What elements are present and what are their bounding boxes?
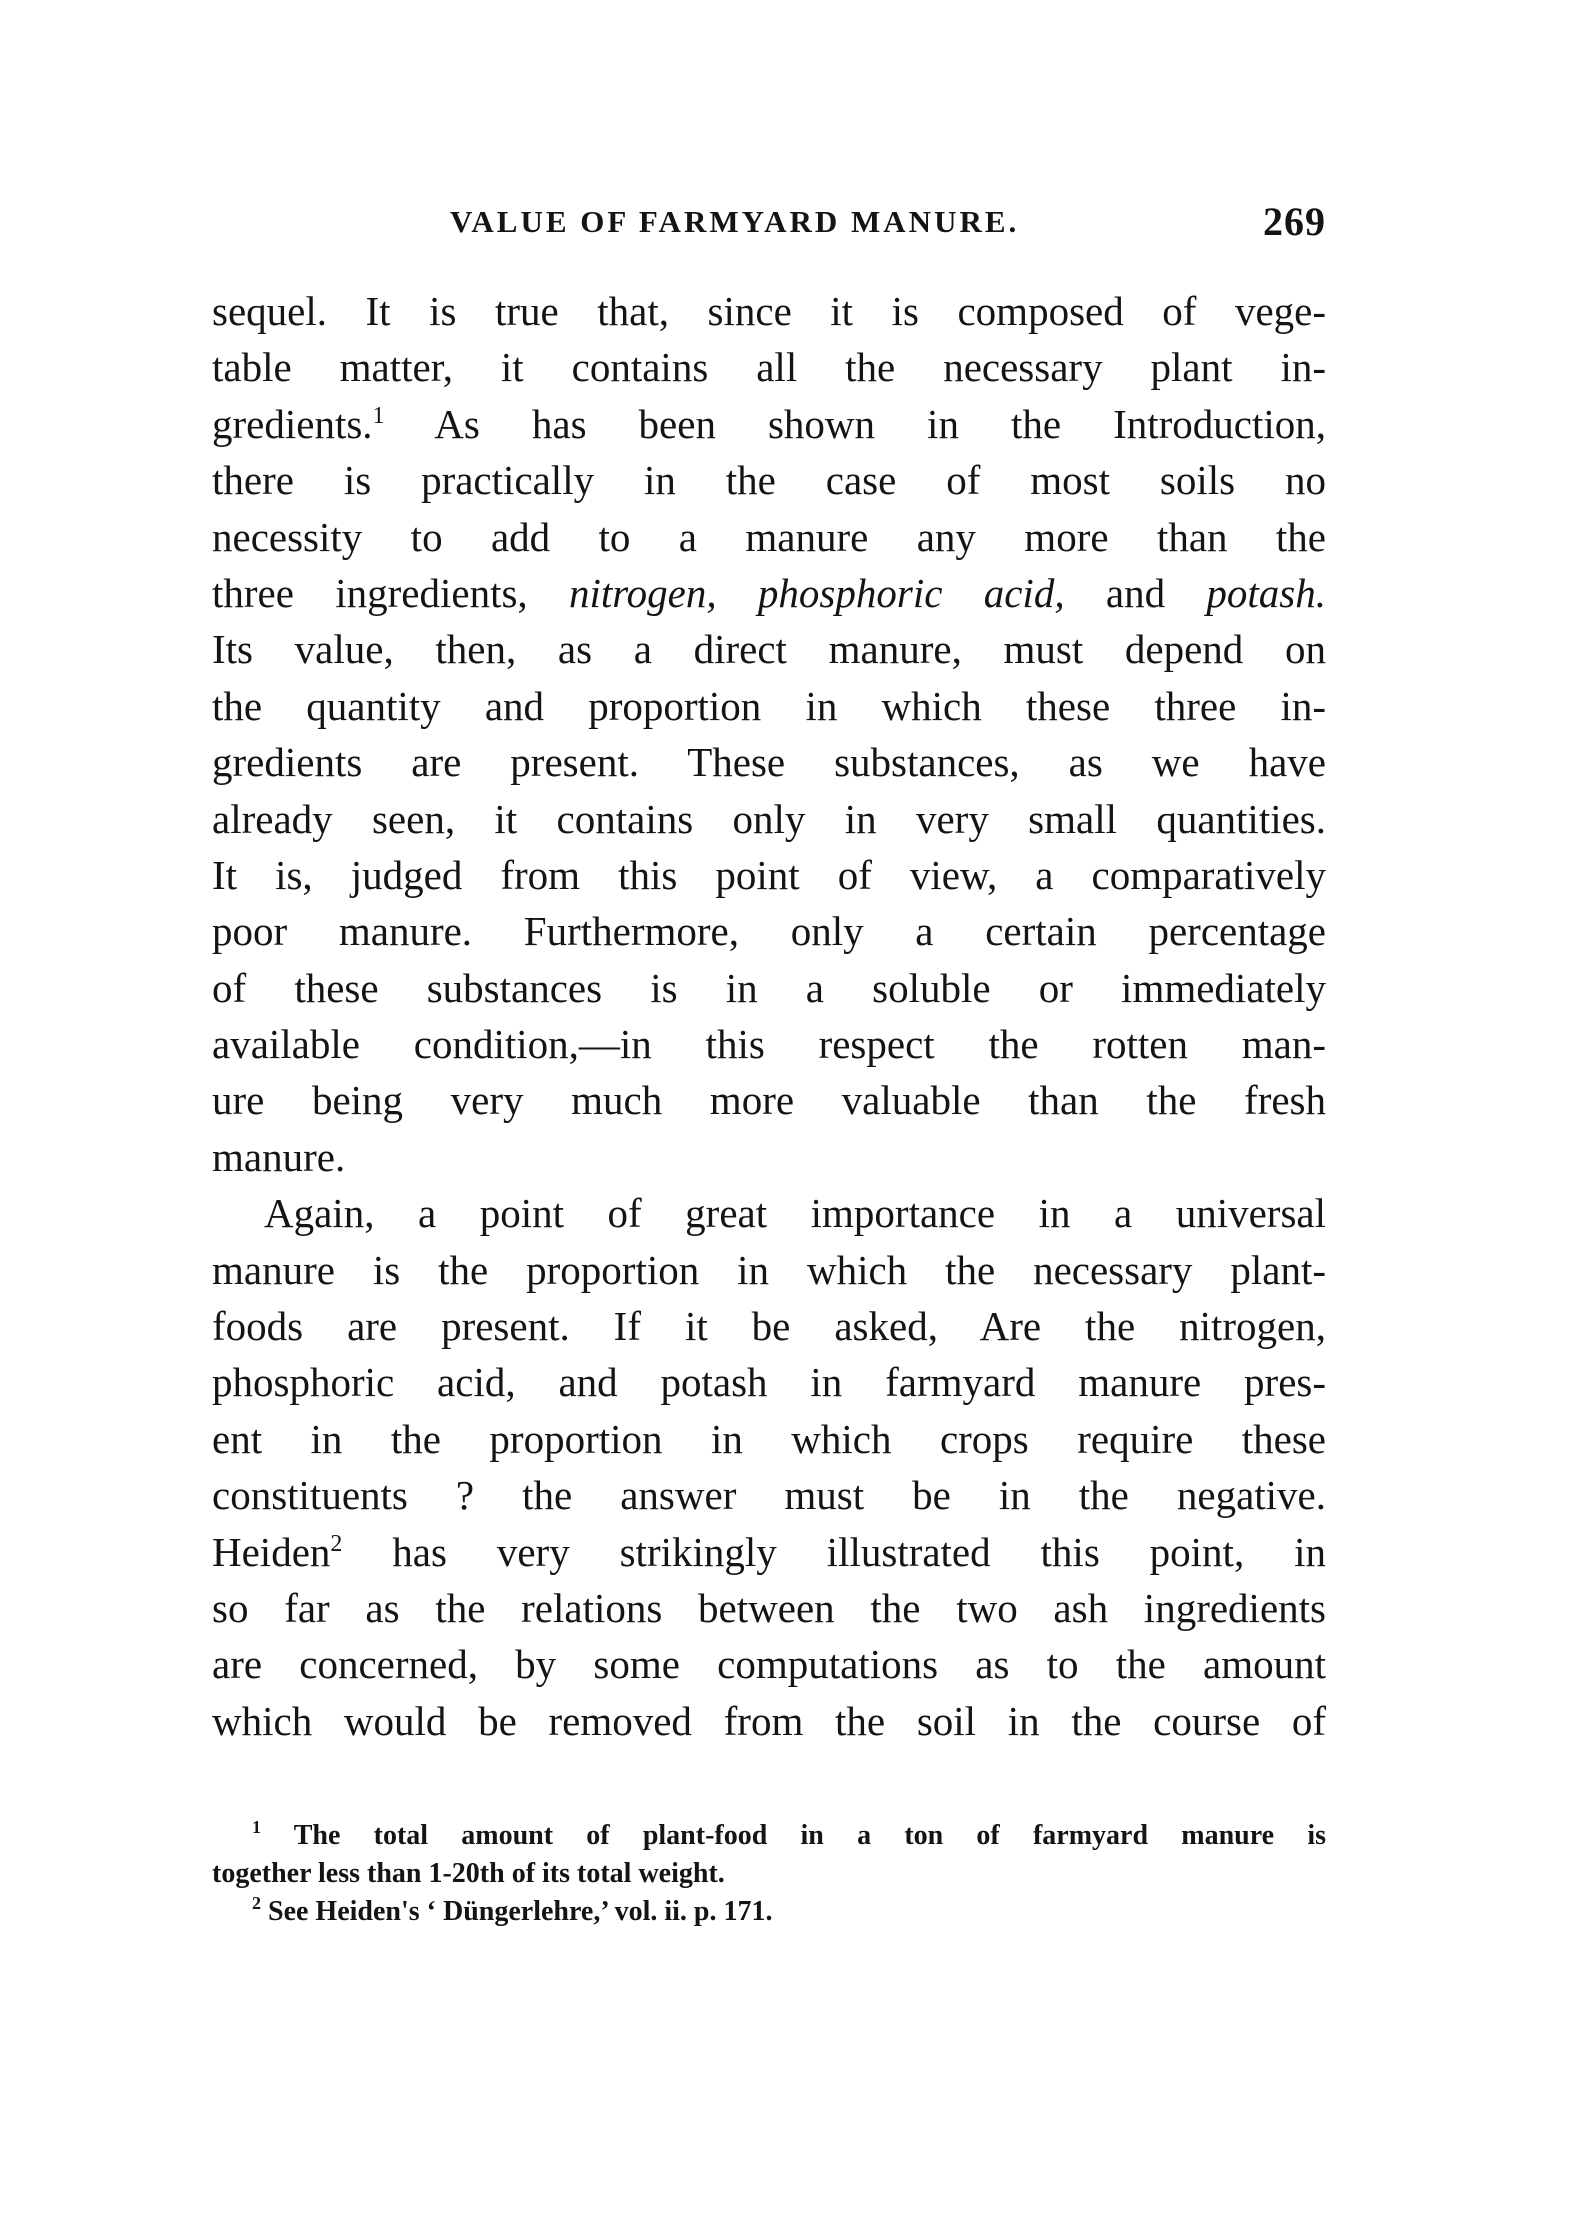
text-fragment: gredients. <box>212 400 373 447</box>
body-text <box>212 283 1326 1749</box>
text-fragment: has very strikingly illustrated this point, in <box>342 1528 1326 1575</box>
text-fragment: As has been shown in the Introduction, <box>384 400 1326 447</box>
footnote-text: See Heiden's ‘ Düngerlehre,’ vol. ii. p. 171. <box>261 1896 773 1927</box>
text-line: sequel. It is true that, since it is composed of vege- <box>212 288 1326 334</box>
text-line: poor manure. Furthermore, only a certain percentage <box>212 908 1326 955</box>
text-line: of these substances is in a soluble or immediately <box>212 964 1326 1011</box>
text-line: constituents ? the answer must be in the negative. <box>212 1472 1326 1519</box>
text-line: necessity to add to a manure any more than the <box>212 513 1326 560</box>
page-header <box>212 198 1326 258</box>
text-line: ure being very much more valuable than the fresh <box>212 1077 1326 1124</box>
footnote-reference: 1 <box>372 402 385 429</box>
text-line: It is, judged from this point of view, a comparatively <box>212 851 1326 898</box>
text-line: which would be removed from the soil in the course of <box>212 1697 1326 1744</box>
footnote-2 <box>212 1893 1326 1931</box>
italic-term: nitrogen, phosphoric acid, <box>568 569 1065 616</box>
text-line: gredients are present. These substances, as we have <box>212 739 1326 786</box>
text-line: so far as the relations between the two ash ingredients <box>212 1584 1326 1631</box>
text-line <box>212 565 1326 621</box>
footnote-1-continued: together less than 1-20th of its total weight. <box>212 1858 725 1889</box>
text-line: manure. <box>212 1133 346 1180</box>
text-line: the quantity and proportion in which these three in- <box>212 682 1326 729</box>
footnotes <box>212 1817 1326 1931</box>
text-line: ent in the proportion in which crops require these <box>212 1415 1326 1462</box>
text-line: available condition,—in this respect the rotten man- <box>212 1021 1326 1068</box>
text-line: phosphoric acid, and potash in farmyard manure pres- <box>212 1359 1326 1406</box>
italic-term: potash. <box>1206 569 1326 616</box>
text-line: already seen, it contains only in very small quantities. <box>212 795 1326 842</box>
running-title: VALUE OF FARMYARD MANURE. <box>450 204 1020 239</box>
text-line: foods are present. If it be asked, Are the nitrogen, <box>212 1303 1326 1350</box>
text-line: there is practically in the case of most soils no <box>212 457 1326 504</box>
footnote-text: The total amount of plant-food in a ton of farmyard manure is <box>261 1820 1326 1851</box>
text-line <box>212 1524 1326 1580</box>
footnote-reference: 2 <box>330 1530 343 1557</box>
text-line: manure is the proportion in which the necessary plant- <box>212 1246 1326 1293</box>
footnote-marker: 2 <box>252 1893 261 1913</box>
text-line: Its value, then, as a direct manure, must depend on <box>212 626 1326 673</box>
footnote-marker: 1 <box>252 1817 261 1837</box>
text-line: table matter, it contains all the necessary plant in- <box>212 344 1326 391</box>
footnote-1 <box>212 1817 1326 1855</box>
text-line: are concerned, by some computations as to the amount <box>212 1641 1326 1688</box>
page-number: 269 <box>1263 199 1326 244</box>
text-fragment: three ingredients, <box>212 569 569 616</box>
text-line <box>212 396 1326 452</box>
text-line: Again, a point of great importance in a universal <box>264 1190 1326 1237</box>
text-fragment: Heiden <box>212 1528 331 1575</box>
text-fragment: and <box>1064 569 1207 616</box>
